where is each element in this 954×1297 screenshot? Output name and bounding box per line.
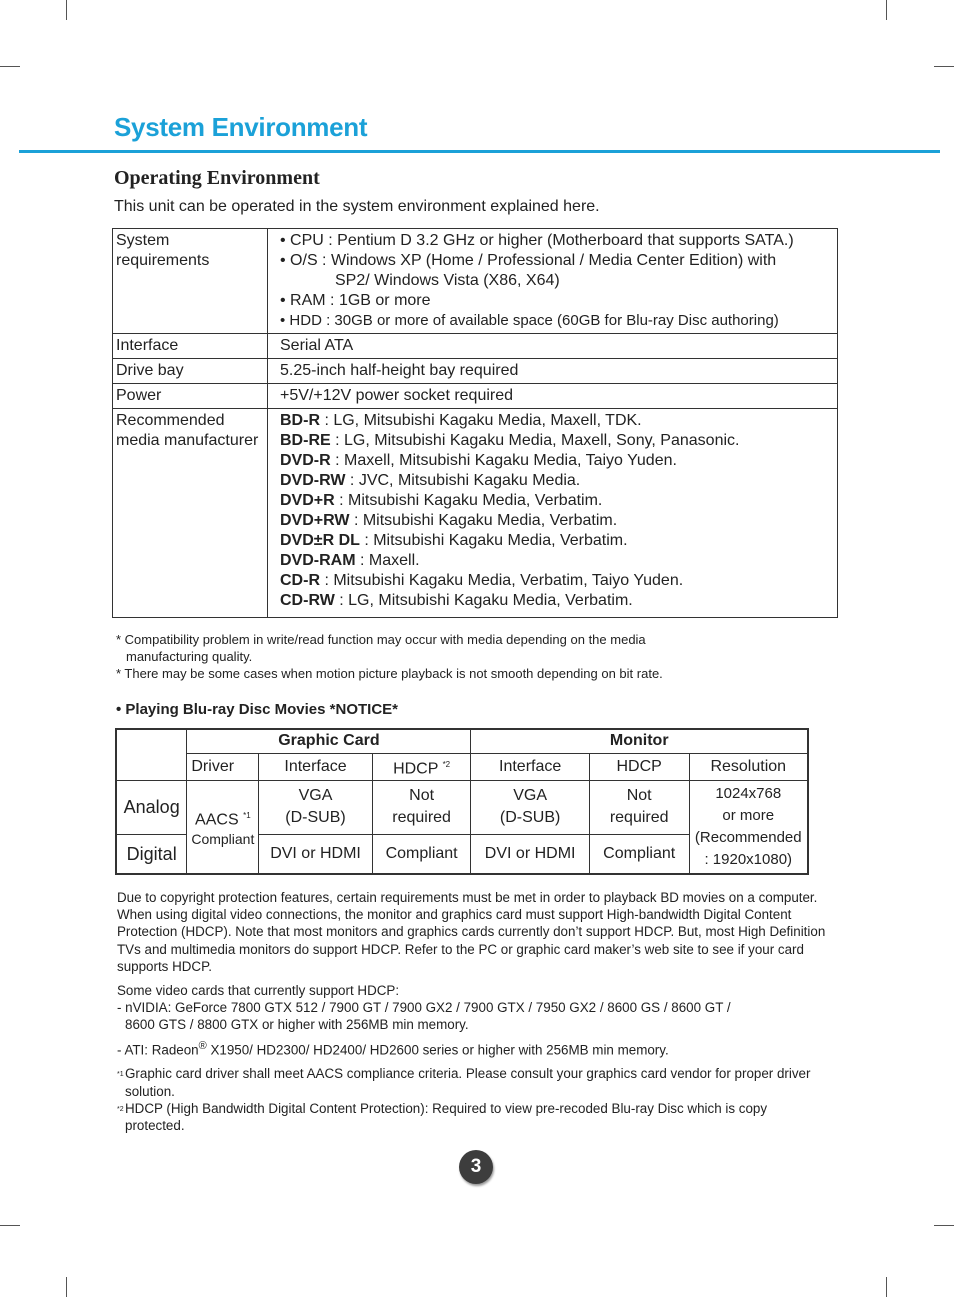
digital-label: Digital [116, 834, 187, 874]
row-label: System requirements [113, 229, 268, 334]
crop-mark [66, 1277, 67, 1297]
requirement-line: • O/S : Windows XP (Home / Professional / Media Center Edition) with [280, 252, 777, 269]
table-row [113, 384, 838, 409]
page-number: 3 [459, 1150, 493, 1184]
requirement-line: • RAM : 1GB or more [280, 292, 431, 309]
note: * Compatibility problem in write/read function may occur with media depending on the media [116, 632, 646, 647]
crop-mark [934, 1225, 954, 1226]
graphic-card-header: Graphic Card [187, 729, 471, 753]
media-item: BD-RE : LG, Mitsubishi Kagaku Media, Maxell, Sony, Panasonic. [280, 432, 740, 449]
crop-mark [886, 1277, 887, 1297]
digital-monitor-hdcp: Compliant [589, 834, 689, 874]
empty-cell [116, 729, 187, 780]
crop-mark [0, 66, 20, 67]
media-item: DVD+R : Mitsubishi Kagaku Media, Verbatim. [280, 492, 603, 509]
crop-mark [66, 0, 67, 20]
title-rule [19, 150, 940, 153]
media-item: DVD±R DL : Mitsubishi Kagaku Media, Verbatim. [280, 532, 628, 549]
crop-mark [886, 0, 887, 20]
media-item: DVD+RW : Mitsubishi Kagaku Media, Verbatim. [280, 512, 618, 529]
resolution-header: Resolution [689, 753, 808, 780]
table-row [113, 229, 838, 334]
footnote: *2 HDCP (High Bandwidth Digital Content Protection): Required to view pre-recoded Blu-ray Disc which is copy protected. [117, 1100, 768, 1133]
table-row [113, 409, 838, 618]
hdcp-header: HDCP $^{*2}$ [372, 753, 471, 780]
table-row [116, 753, 808, 780]
analog-interface: VGA (D-SUB) [259, 780, 372, 834]
bd-playback-table [115, 728, 809, 875]
hdcp-explanation [117, 889, 829, 1141]
analog-label: Analog [116, 780, 187, 834]
crop-mark [934, 66, 954, 67]
row-label: Interface [113, 334, 268, 359]
interface-header: Interface [259, 753, 372, 780]
media-item: DVD-R : Maxell, Mitsubishi Kagaku Media, Taiyo Yuden. [280, 452, 677, 469]
table-row [116, 780, 808, 834]
analog-monitor-interface: VGA (D-SUB) [471, 780, 589, 834]
requirement-line: • CPU : Pentium D 3.2 GHz or higher (Motherboard that supports SATA.) [280, 232, 794, 249]
table-row [113, 334, 838, 359]
media-item: CD-R : Mitsubishi Kagaku Media, Verbatim, Taiyo Yuden. [280, 572, 684, 589]
digital-interface: DVI or HDMI [259, 834, 372, 874]
row-label: Drive bay [113, 359, 268, 384]
bd-playback-heading: • Playing Blu-ray Disc Movies *NOTICE* [116, 701, 398, 718]
analog-hdcp: Not required [372, 780, 471, 834]
page-title: System Environment [114, 112, 368, 142]
resolution-cell: 1024x768 or more (Recommended : 1920x1080) [689, 780, 808, 874]
section-heading: Operating Environment [114, 167, 320, 189]
row-value: +5V/+12V power socket required [268, 384, 838, 409]
driver-header: Driver [187, 753, 259, 780]
monitor-header: Monitor [471, 729, 808, 753]
driver-cell: AACS $^{*1}$ Compliant [187, 780, 259, 874]
media-list [268, 409, 838, 618]
media-item: DVD-RAM : Maxell. [280, 552, 420, 569]
row-value: Serial ATA [268, 334, 838, 359]
monitor-interface-header: Interface [471, 753, 589, 780]
paragraph: Due to copyright protection features, certain requirements must be met in order to playback BD movies on a computer. When using digital video connections, the monitor and graphics card must support High-bandwidth Digital Content Protection (HDCP). Note that most monitors and graphics cards currently don’t support HDCP. But, most High Definition TVs and multimedia monitors do support HDCP. Refer to the PC or graphic card maker’s web site to see if your card supports HDCP. [117, 890, 826, 974]
media-item: CD-RW : LG, Mitsubishi Kagaku Media, Verbatim. [280, 592, 633, 609]
paragraph: Some video cards that currently support HDCP: - nVIDIA: GeForce 7800 GTX 512 / 7900 GT / 7900 GX2 / 7900 GTX / 7950 GX2 / 8600 GS / 8600 GT / 8600 GTS / 8800 GTX or higher with 256MB min memory. [117, 983, 731, 1033]
digital-hdcp: Compliant [372, 834, 471, 874]
crop-mark [0, 1225, 20, 1226]
system-requirements-value [268, 229, 838, 334]
compatibility-notes [116, 631, 816, 682]
analog-monitor-hdcp: Not required [589, 780, 689, 834]
note: * There may be some cases when motion picture playback is not smooth depending on bit rate. [116, 666, 663, 681]
table-row [113, 359, 838, 384]
table-row [116, 729, 808, 753]
footnote: *1 Graphic card driver shall meet AACS compliance criteria. Please consult your graphics card vendor for proper driver solution. [117, 1066, 811, 1099]
intro-text: This unit can be operated in the system environment explained here. [114, 198, 600, 215]
media-item: DVD-RW : JVC, Mitsubishi Kagaku Media. [280, 472, 581, 489]
paragraph: - ATI: Radeon® X1950/ HD2300/ HD2400/ HD2600 series or higher with 256MB min memory. [117, 1039, 669, 1058]
digital-monitor-interface: DVI or HDMI [471, 834, 589, 874]
system-environment-table [112, 228, 838, 618]
row-label: Recommended media manufacturer [113, 409, 268, 618]
monitor-hdcp-header: HDCP [589, 753, 689, 780]
requirement-line: SP2/ Windows Vista (X86, X64) [335, 272, 560, 289]
row-value: 5.25-inch half-height bay required [268, 359, 838, 384]
note: manufacturing quality. [126, 649, 253, 664]
requirement-line: • HDD : 30GB or more of available space (60GB for Blu-ray Disc authoring) [280, 312, 779, 329]
media-item: BD-R : LG, Mitsubishi Kagaku Media, Maxell, TDK. [280, 412, 642, 429]
row-label: Power [113, 384, 268, 409]
